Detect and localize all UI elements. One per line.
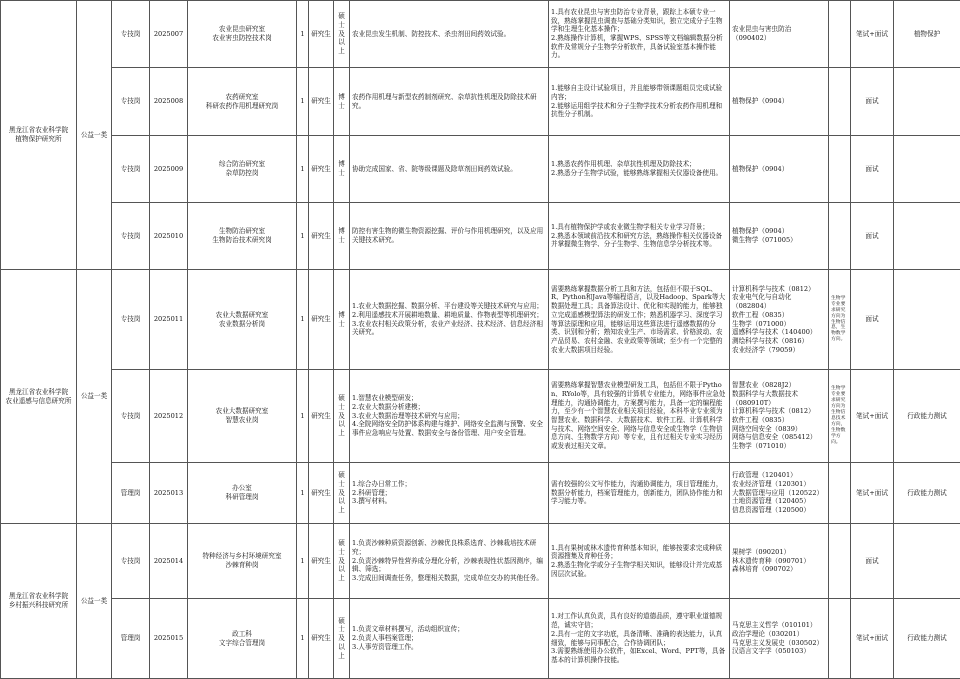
remark xyxy=(829,599,851,679)
duties: 协助完成国家、省、院等级课题及除草剂田间药效试验。 xyxy=(350,136,549,203)
table-row xyxy=(1,136,960,203)
education: 研究生 xyxy=(309,370,334,463)
post-code: 2025012 xyxy=(150,370,188,463)
post-count: 1 xyxy=(297,524,309,599)
post-type: 专技岗 xyxy=(112,203,150,270)
education: 研究生 xyxy=(309,270,334,370)
major: 智慧农业（0828J2） 数据科学与大数据技术 （080910T） 计算机科学与技术（0812） 软件工程（0835） 网络空间安全（0839） 网络与信息安全（085412） 生物学（071010） xyxy=(730,370,829,463)
education: 研究生 xyxy=(309,524,334,599)
degree: 硕士 及以 上 xyxy=(334,463,350,524)
exam-method: 面试 xyxy=(851,68,894,136)
duties: 1.农业大数据挖掘、数据分析、平台建设等关键技术研究与应用； 2.利用遥感技术开展耕地数量、耕地质量、作物表型等机理研究； 3.农业农村相关政策分析，农业产业经济、技术经济、信息经济相关研究。 xyxy=(350,270,549,370)
major: 植物保护（0904） 微生物学（071005） xyxy=(730,203,829,270)
post-name: 办公室 科研管理岗 xyxy=(188,463,297,524)
post-name: 农业大数据研究室 智慧农业岗 xyxy=(188,370,297,463)
requirements: 1.对工作认真负责，具有良好的道德品质，遵守职业道德规范，诚实守信； 2.具有一定的文字功底，具备清晰、准确的表达能力，认真细致，能够与同事配合，合作协调团队； 3.需要熟练使用办公软件，如Excel、Word、PPT等，具备基本的计算机操作技能。 xyxy=(549,599,730,679)
exam-subject: 行政能力测试 xyxy=(894,599,960,679)
post-type: 专技岗 xyxy=(112,270,150,370)
post-name: 政工科 文字综合管理岗 xyxy=(188,599,297,679)
remark xyxy=(829,68,851,136)
table-row xyxy=(1,203,960,270)
requirements: 1.具有果树或林木遗传育种基本知识，能够按要求完成种质资源搜集及育种任务； 2.熟悉生物化学或分子生物学相关知识，能够设计并完成基因层次试验。 xyxy=(549,524,730,599)
exam-method: 面试 xyxy=(851,203,894,270)
unit-name: 黑龙江省农业科学院 植物保护研究所 xyxy=(1,1,77,270)
post-name: 农业大数据研究室 农业数据分析岗 xyxy=(188,270,297,370)
post-count: 1 xyxy=(297,599,309,679)
post-type: 专技岗 xyxy=(112,370,150,463)
post-code: 2025010 xyxy=(150,203,188,270)
post-count: 1 xyxy=(297,1,309,68)
exam-method: 面试 xyxy=(851,524,894,599)
post-code: 2025014 xyxy=(150,524,188,599)
post-type: 专技岗 xyxy=(112,68,150,136)
degree: 硕士 及以 上 xyxy=(334,370,350,463)
post-name: 综合防治研究室 杂草防控岗 xyxy=(188,136,297,203)
post-type: 管理岗 xyxy=(112,599,150,679)
major: 植物保护（0904） xyxy=(730,68,829,136)
exam-method: 面试 xyxy=(851,270,894,370)
remark xyxy=(829,463,851,524)
post-type: 专技岗 xyxy=(112,1,150,68)
requirements: 1.能够自主设计试验项目，并且能够带领课题组员完成试验内容； 2.能够运用组学技术和分子生物学技术分析农药作用机理和抗性分子机制。 xyxy=(549,68,730,136)
post-count: 1 xyxy=(297,270,309,370)
major: 果树学（090201） 林木遗传育种（090701） 森林培育（090702） xyxy=(730,524,829,599)
exam-subject xyxy=(894,524,960,599)
post-name: 农药研究室 科研农药作用机理研究岗 xyxy=(188,68,297,136)
degree: 博士 xyxy=(334,270,350,370)
exam-method: 面试 xyxy=(851,136,894,203)
remark xyxy=(829,203,851,270)
unit-category: 公益一类 xyxy=(77,1,112,270)
table-row xyxy=(1,1,960,68)
requirements: 1.具有植物保护学或农业微生物学相关专业学习背景； 2.熟悉本领域前沿技术和研究方法，熟练操作相关仪器设备并掌握微生物学、分子生物学、生物信息学分析技术等。 xyxy=(549,203,730,270)
post-name: 特种经济与乡村环境研究室 沙棘育种岗 xyxy=(188,524,297,599)
education: 研究生 xyxy=(309,1,334,68)
unit-name: 黑龙江省农业科学院 农业遥感与信息研究所 xyxy=(1,270,77,524)
post-code: 2025008 xyxy=(150,68,188,136)
duties: 1.负责沙棘种质资源创新、沙棘优良株系选育、沙棘栽培技术研究； 2.负责沙棘特异性营养成分理化分析，沙棘表现性状基因测序，编辑、筛选； 3.完成田间调查任务，整理相关数据，完成单位交办的其他任务。 xyxy=(350,524,549,599)
post-name: 生物防治研究室 生物防治技术研究岗 xyxy=(188,203,297,270)
duties: 1.综合办日常工作； 2.科研管理； 3.撰写材料。 xyxy=(350,463,549,524)
requirements: 需有较强的公文写作能力，沟通协调能力，项目管理能力，数据分析能力，档案管理能力，创新能力，团队协作能力和学习能力等。 xyxy=(549,463,730,524)
requirements: 需要熟练掌握数据分析工具和方法，包括但不限于SQL、R、Python和Java等编程语言，以及Hadoop、Spark等大数据处理工具；具备算法设计、优化和实现的能力，能够独立完成遥感模型算法的研发工作；熟悉机器学习、深度学习等算法原理和应用，能够运用这些算法进行遥感数据的分类、识别和分析；熟知农业生产、市场需求、价格波动、农产品贸易、农村金融、农业政策等领域；至少有一个完整的农业大数据项目经验。 xyxy=(549,270,730,370)
exam-subject xyxy=(894,203,960,270)
remark: 生物学专业要求研究方向为生物信息技术方向，生物数学方向。 xyxy=(829,370,851,463)
major: 计算机科学与技术（0812） 农业电气化与自动化 （082804） 软件工程（0835） 生物学（071000） 遥感科学与技术（140400） 测绘科学与技术（0816） 农业经济学（79059） xyxy=(730,270,829,370)
post-type: 专技岗 xyxy=(112,136,150,203)
table-row xyxy=(1,463,960,524)
exam-subject: 行政能力测试 xyxy=(894,463,960,524)
post-code: 2025015 xyxy=(150,599,188,679)
post-count: 1 xyxy=(297,136,309,203)
remark xyxy=(829,1,851,68)
exam-subject xyxy=(894,68,960,136)
duties: 农药作用机理与新型农药制剂研究、杂草抗性机理及防除技术研究。 xyxy=(350,68,549,136)
post-count: 1 xyxy=(297,370,309,463)
degree: 硕士 及以 上 xyxy=(334,599,350,679)
remark: 生物学专业要求研究方向为生物信息，生物数学方向。 xyxy=(829,270,851,370)
education: 研究生 xyxy=(309,599,334,679)
exam-subject: 植物保护 xyxy=(894,1,960,68)
education: 研究生 xyxy=(309,68,334,136)
requirements: 1.熟悉农药作用机理、杂草抗性机理及防除技术； 2.熟悉分子生物学试验，能够熟练掌握相关仪器设备使用。 xyxy=(549,136,730,203)
post-type: 专技岗 xyxy=(112,524,150,599)
duties: 防控有害生物的微生物资源挖掘、评价与作用机理研究，以及应用关键技术研究。 xyxy=(350,203,549,270)
degree: 博士 xyxy=(334,203,350,270)
degree: 硕士 及以 上 xyxy=(334,524,350,599)
education: 研究生 xyxy=(309,136,334,203)
post-count: 1 xyxy=(297,463,309,524)
table-row xyxy=(1,524,960,599)
duties: 1.负责文章材料撰写，活动组织宣传； 2.负责人事档案管理； 3.人事劳资管理工作。 xyxy=(350,599,549,679)
post-code: 2025009 xyxy=(150,136,188,203)
post-code: 2025013 xyxy=(150,463,188,524)
major: 马克思主义哲学（010101） 政治学理论（030201） 马克思主义发展史（030502） 汉语言文字学（050103） xyxy=(730,599,829,679)
remark xyxy=(829,136,851,203)
degree: 博士 xyxy=(334,136,350,203)
post-code: 2025007 xyxy=(150,1,188,68)
exam-method: 笔试+面试 xyxy=(851,1,894,68)
post-type: 管理岗 xyxy=(112,463,150,524)
major: 行政管理（120401） 农业经济管理（120301） 大数据管理与应用（120522） 土地资源管理（120405） 信息资源管理（120500） xyxy=(730,463,829,524)
post-count: 1 xyxy=(297,203,309,270)
unit-category: 公益一类 xyxy=(77,524,112,679)
education: 研究生 xyxy=(309,463,334,524)
post-count: 1 xyxy=(297,68,309,136)
exam-subject xyxy=(894,136,960,203)
requirements: 1.具有农业昆虫与害虫防治专业背景，跟踪上本硕专业一致，熟练掌握昆虫调查与基础分类知识，独立完成分子生物学和生理生化基本操作； 2.熟练操作计算机，掌握WPS、SPSS等文档编辑数据分析软件及常规分子生物学分析软件，具备试验室基本操作能力。 xyxy=(549,1,730,68)
post-name: 农业昆虫研究室 农业害虫防控技术岗 xyxy=(188,1,297,68)
exam-method: 笔试+面试 xyxy=(851,599,894,679)
duties: 农业昆虫发生机制、防控技术、杀虫剂田间药效试验。 xyxy=(350,1,549,68)
major: 植物保护（0904） xyxy=(730,136,829,203)
table-row xyxy=(1,599,960,679)
exam-subject: 行政能力测试 xyxy=(894,370,960,463)
unit-name: 黑龙江省农业科学院 乡村振兴科技研究所 xyxy=(1,524,77,679)
table-row xyxy=(1,370,960,463)
exam-subject xyxy=(894,270,960,370)
table-row xyxy=(1,68,960,136)
table-row xyxy=(1,270,960,370)
exam-method: 笔试+面试 xyxy=(851,463,894,524)
degree: 博士 xyxy=(334,68,350,136)
education: 研究生 xyxy=(309,203,334,270)
exam-method: 笔试+面试 xyxy=(851,370,894,463)
unit-category: 公益一类 xyxy=(77,270,112,524)
major: 农业昆虫与害虫防治 （090402） xyxy=(730,1,829,68)
requirements: 需要熟练掌握智慧农业模型研发工具，包括但不限于Python、RYolo等，具有较强的计算机专业能力，网络事件应急处理能力，沟通协调能力，方案撰写能力，具备一定的编程能力，至少有一个智慧农业相关项目经验，本科毕业专业须为智慧农业、数据科学、大数据技术、软件工程、计算机科学与技术、网络空间安全、网络与信息安全或生物学（生物信息方向、生物数学方向）等专业，且有过相关专业实习经历或发表过相关文章。 xyxy=(549,370,730,463)
remark xyxy=(829,524,851,599)
duties: 1.智慧农业模型研发； 2.农业大数据分析建模； 3.农业大数据治理等技术研究与应用； 4.全院网络安全防护体系构建与维护、网络安全监测与预警、安全事件应急响应与处置、数据安全与备份管理、用户安全管理。 xyxy=(350,370,549,463)
post-code: 2025011 xyxy=(150,270,188,370)
degree: 硕士 及以 上 xyxy=(334,1,350,68)
